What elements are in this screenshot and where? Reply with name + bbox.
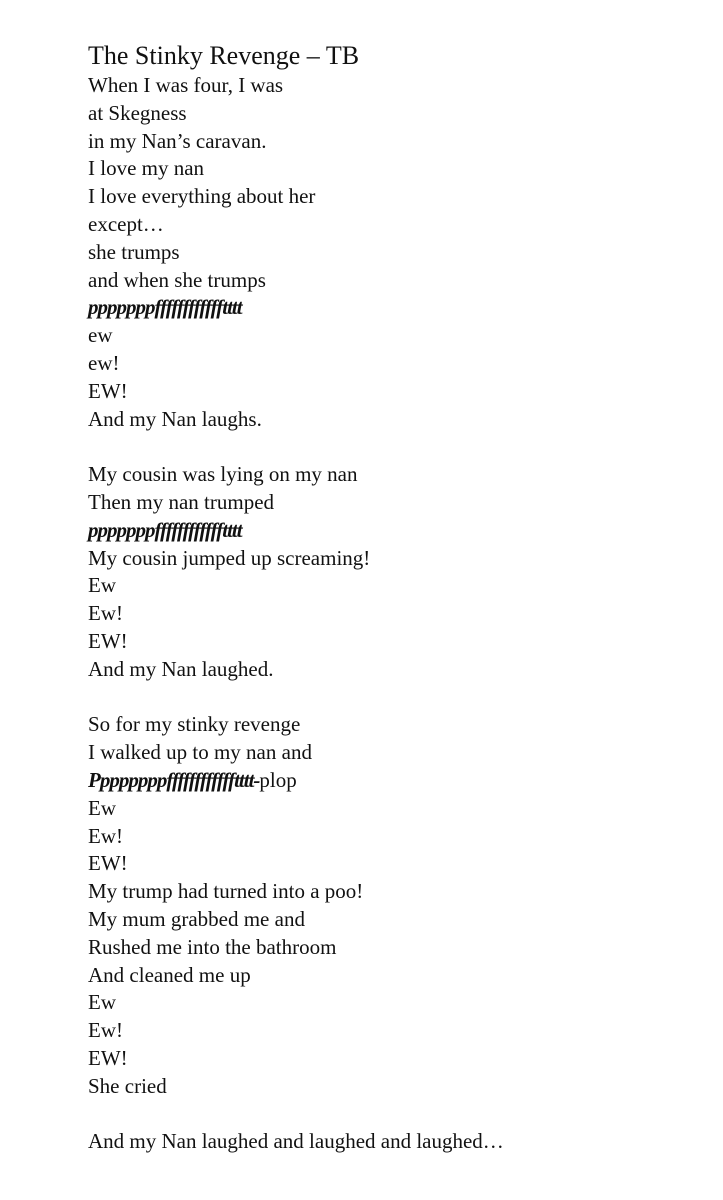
poem-line: I love my nan	[88, 156, 205, 181]
poem-line: My cousin jumped up screaming!	[88, 545, 371, 570]
poem-title: The Stinky Revenge – TB	[88, 41, 360, 70]
poem-line: except…	[88, 211, 164, 236]
poem-line: And my Nan laughs.	[88, 406, 262, 431]
poem-line: Ew!	[88, 601, 123, 626]
poem-line: Ew!	[88, 1018, 123, 1043]
trump-plop-line	[88, 767, 708, 795]
poem-line: And my Nan laughed.	[88, 656, 274, 681]
poem-line: Ew!	[88, 823, 123, 848]
poem-line: When I was four, I was	[88, 73, 284, 97]
trump-sound-line: pppppppfffffffffffftttt	[88, 295, 242, 320]
poem-line: EW!	[88, 1045, 128, 1070]
poem-line: ew	[88, 323, 113, 348]
stanza-gap	[88, 1100, 708, 1128]
stanza-1	[88, 72, 708, 433]
poem-line: My trump had turned into a poo!	[88, 879, 364, 904]
poem-line: in my Nan’s caravan.	[88, 128, 267, 153]
poem-line: I walked up to my nan and	[88, 740, 312, 765]
poem-line: And cleaned me up	[88, 962, 251, 987]
stanza-2	[88, 461, 708, 683]
poem-line: My cousin was lying on my nan	[88, 462, 358, 487]
poem-line: Ew	[88, 795, 116, 820]
poem-line: ew!	[88, 350, 120, 375]
poem-line: My mum grabbed me and	[88, 906, 305, 931]
poem-line: Ew	[88, 990, 116, 1015]
poem-line: She cried	[88, 1073, 167, 1098]
final-line: And my Nan laughed and laughed and laughed…	[88, 1129, 504, 1154]
stanza-gap	[88, 433, 708, 461]
poem-line: I love everything about her	[88, 184, 316, 209]
trump-sound-bold: Ppppppppfffffffffffftttt-	[88, 767, 260, 792]
poem-line: EW!	[88, 851, 128, 876]
poem-line: she trumps	[88, 239, 180, 264]
stanza-gap	[88, 684, 708, 712]
poem-line: Ew	[88, 573, 116, 598]
trump-sound-line: pppppppfffffffffffftttt	[88, 517, 242, 542]
plop-word: plop	[259, 767, 297, 792]
poem-line: EW!	[88, 628, 128, 653]
poem-line: So for my stinky revenge	[88, 712, 301, 737]
poem-line: and when she trumps	[88, 267, 266, 292]
poem-line: EW!	[88, 378, 128, 403]
poem-line: at Skegness	[88, 100, 187, 125]
poem-line: Then my nan trumped	[88, 489, 275, 514]
stanza-3	[88, 711, 708, 1100]
poem-line: Rushed me into the bathroom	[88, 934, 337, 959]
poem-document	[88, 40, 708, 1156]
